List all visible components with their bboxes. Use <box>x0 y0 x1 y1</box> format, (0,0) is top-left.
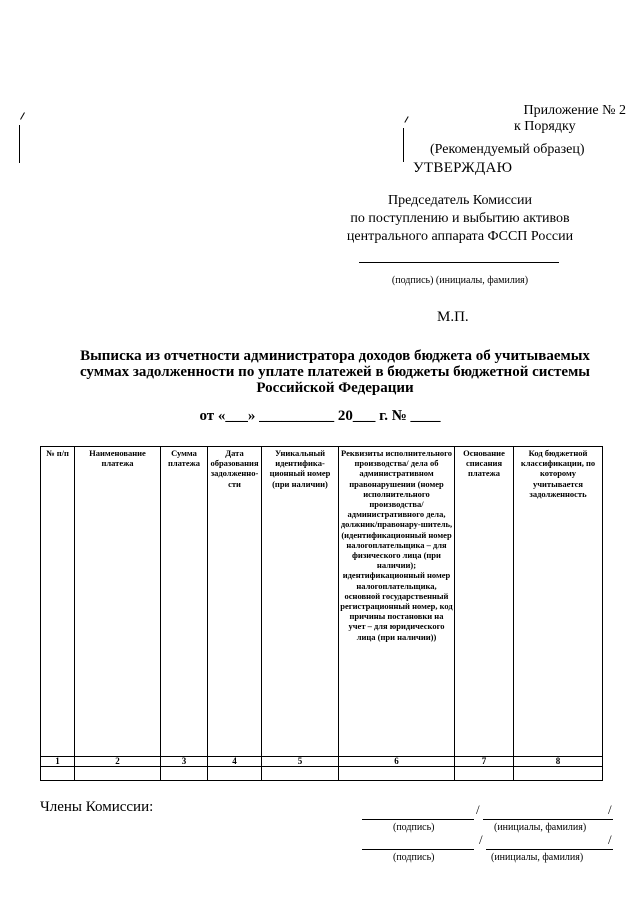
member1-slash: / <box>476 802 480 817</box>
member2-name-line <box>486 849 613 850</box>
annex-order: к Порядку <box>514 119 576 134</box>
member2-signature-caption: (подпись) <box>393 852 435 863</box>
member2-slash: / <box>479 832 483 847</box>
chairman-line: Председатель Комиссии <box>388 193 532 208</box>
col-header: Дата образования задолженно-сти <box>208 447 262 757</box>
center-margin-mark <box>403 128 404 162</box>
col-header: № п/п <box>41 447 75 757</box>
annex-number: Приложение № 2 <box>523 103 626 118</box>
document-date-line: от «___» __________ 20___ г. № ____ <box>199 408 441 424</box>
col-header: Наименование платежа <box>75 447 161 757</box>
table-cell <box>41 767 75 781</box>
table-cell <box>455 767 514 781</box>
table-cell <box>161 767 208 781</box>
member2-name-caption: (инициалы, фамилия) <box>491 852 584 863</box>
member1-signature-caption: (подпись) <box>393 822 435 833</box>
center-margin-tick <box>404 116 408 123</box>
member1-name-line <box>483 819 613 820</box>
table-header-row <box>41 447 603 757</box>
col-number: 4 <box>208 757 262 767</box>
table-cell <box>75 767 161 781</box>
col-header: Реквизиты исполнительного производства/ дела об административном правонарушении (номер исполнительного производства/ административного дела, должник/правонару-шитель, (идентификационный номер налогоплательщика – для физического лица (при наличии); идентификационный номер налогоплательщика, основной государственный регистрационный номер, код причины постановки на учет – для юридического лица (при наличии)) <box>339 447 455 757</box>
approve-heading: УТВЕРЖДАЮ <box>413 160 513 176</box>
table-row <box>41 767 603 781</box>
chairman-signature-caption: (подпись) (инициалы, фамилия) <box>391 275 529 286</box>
chairman-block <box>300 192 620 246</box>
member1-signature-line <box>362 819 474 820</box>
col-number: 1 <box>41 757 75 767</box>
debt-table <box>40 446 603 781</box>
chairman-signature-line <box>359 262 559 263</box>
chairman-line: центрального аппарата ФССП России <box>346 229 574 244</box>
col-number: 3 <box>161 757 208 767</box>
table-number-row <box>41 757 603 767</box>
member2-signature-line <box>362 849 474 850</box>
member2-slash-end: / <box>608 832 612 847</box>
col-header: Уникальный идентифика-ционный номер (при наличии) <box>262 447 339 757</box>
members-label: Члены Комиссии: <box>40 799 154 815</box>
chairman-line: по поступлению и выбытию активов <box>350 211 570 226</box>
table-cell <box>339 767 455 781</box>
table-cell <box>208 767 262 781</box>
table-cell <box>262 767 339 781</box>
col-header: Сумма платежа <box>161 447 208 757</box>
col-number: 8 <box>514 757 603 767</box>
document-title: Выписка из отчетности администратора доходов бюджета об учитываемых суммах задолженности по уплате платежей в бюджеты бюджетной системы Российской Федерации <box>79 348 591 396</box>
annex-block <box>470 103 626 135</box>
col-number: 7 <box>455 757 514 767</box>
col-number: 2 <box>75 757 161 767</box>
table-cell <box>514 767 603 781</box>
col-number: 5 <box>262 757 339 767</box>
col-header: Основание списания платежа <box>455 447 514 757</box>
member1-name-caption: (инициалы, фамилия) <box>494 822 587 833</box>
stamp-place: М.П. <box>437 309 469 325</box>
member1-slash-end: / <box>608 802 612 817</box>
col-number: 6 <box>339 757 455 767</box>
col-header: Код бюджетной классификации, по которому учитывается задолженность <box>514 447 603 757</box>
left-margin-tick <box>20 112 25 119</box>
left-margin-mark <box>19 125 20 163</box>
sample-note: (Рекомендуемый образец) <box>430 142 585 157</box>
